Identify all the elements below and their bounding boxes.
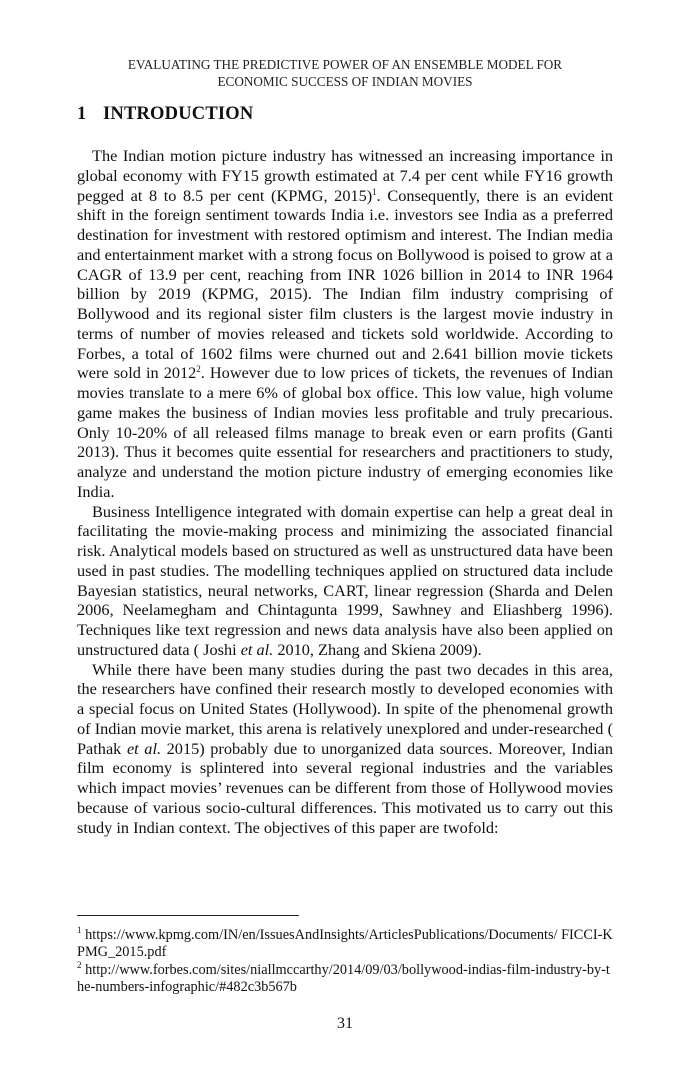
paragraph-1-text-a: The Indian motion picture industry has witnessed an increasing importance in global economy with FY15 growth estimated at 7.4 per cent while FY16 growth pegged at 8 to 8.5 per cent (KPMG, 2015) [77, 146, 613, 205]
footnote-1-url[interactable]: https://www.kpmg.com/IN/en/IssuesAndInsights/ArticlesPublications/Documents/ FICCI-KPMG_2015.pdf [77, 927, 613, 961]
page-number: 31 [337, 1015, 353, 1032]
footnote-divider [77, 915, 299, 916]
paragraph-2-text-a: Business Intelligence integrated with domain expertise can help a great deal in facilitating the movie-making process and minimizing the associated financial risk. Analytical models based on structured as well as unstructured data have been used in past studies. The modelling techniques applied on structured data include Bayesian statistics, neural networks, CART, linear regression (Sharda and Delen 2006, Neelamegham and Chintagunta 1999, Sawhney and Eliashberg 1996). Techniques like text regression and news data analysis have also been applied on unstructured data ( Joshi [77, 501, 613, 659]
section-title: INTRODUCTION [103, 104, 254, 124]
footnote-1 [77, 927, 613, 962]
footnotes [77, 927, 613, 996]
footnote-ref-1[interactable]: 1 [372, 186, 377, 197]
body-text [77, 146, 613, 837]
running-head-line-2: ECONOMIC SUCCESS OF INDIAN MOVIES [217, 73, 473, 89]
paragraph-1-text-b: . Consequently, there is an evident shift in the foreign sentiment towards India i.e. investors see India as a preferred destination for investment with restored optimism and interest. The Indian media and entertainment market with a strong focus on Bollywood is poised to grow at a CAGR of 13.9 per cent, reaching from INR 1026 billion in 2014 to INR 1964 billion by 2019 (KPMG, 2015). The Indian film industry comprising of Bollywood and its regional sister film clusters is the largest movie industry in terms of number of movies released and tickets sold worldwide. According to Forbes, a total of 1602 films were churned out and 2.641 billion movie tickets were sold in 2012 [77, 185, 613, 383]
section-number: 1 [77, 104, 87, 124]
running-head [77, 57, 613, 90]
paragraph-1 [77, 146, 613, 502]
paragraph-1-text-c: . However due to low prices of tickets, the revenues of Indian movies translate to a mere 6% of global box office. This low value, high volume game makes the business of Indian movies less profitable and truly precarious. Only 10-20% of all released films manage to break even or earn profits (Ganti 2013). Thus it becomes quite essential for researchers and practitioners to study, analyze and understand the motion picture industry of emerging economies like India. [77, 363, 613, 501]
paragraph-3 [77, 660, 613, 838]
footnote-mark-1: 1 [77, 925, 82, 935]
footnote-ref-2[interactable]: 2 [196, 364, 201, 375]
paragraph-2-text-b: 2010, Zhang and Skiena 2009). [273, 639, 482, 659]
paragraph-2 [77, 502, 613, 660]
paragraph-3-text-b: 2015) probably due to unorganized data sources. Moreover, Indian film economy is splintered into several regional industries and the variables which impact movies’ revenues can be different from those of Hollywood movies because of various socio-cultural differences. This motivated us to carry out this study in Indian context. The objectives of this paper are twofold: [77, 738, 614, 837]
paragraph-3-text-a: While there have been many studies during the past two decades in this area, the researchers have confined their research mostly to developed economies with a special focus on United States (Hollywood). In spite of the phenomenal growth of Indian movie market, this arena is relatively unexplored and under-researched ( Pathak [77, 659, 613, 758]
footnote-2 [77, 959, 613, 997]
section-heading [77, 104, 253, 125]
et-al-italic: et al. [240, 639, 274, 659]
et-al-italic: et al. [126, 738, 162, 758]
footnote-mark-2: 2 [77, 959, 82, 970]
running-head-line-1: EVALUATING THE PREDICTIVE POWER OF AN ENSEMBLE MODEL FOR [127, 57, 563, 72]
footnote-2-url[interactable]: http://www.forbes.com/sites/niallmccarthy/2014/09/03/bollywood-indias-film-industry-by-the-numbers-infographic/#482c3b567b [77, 961, 610, 995]
